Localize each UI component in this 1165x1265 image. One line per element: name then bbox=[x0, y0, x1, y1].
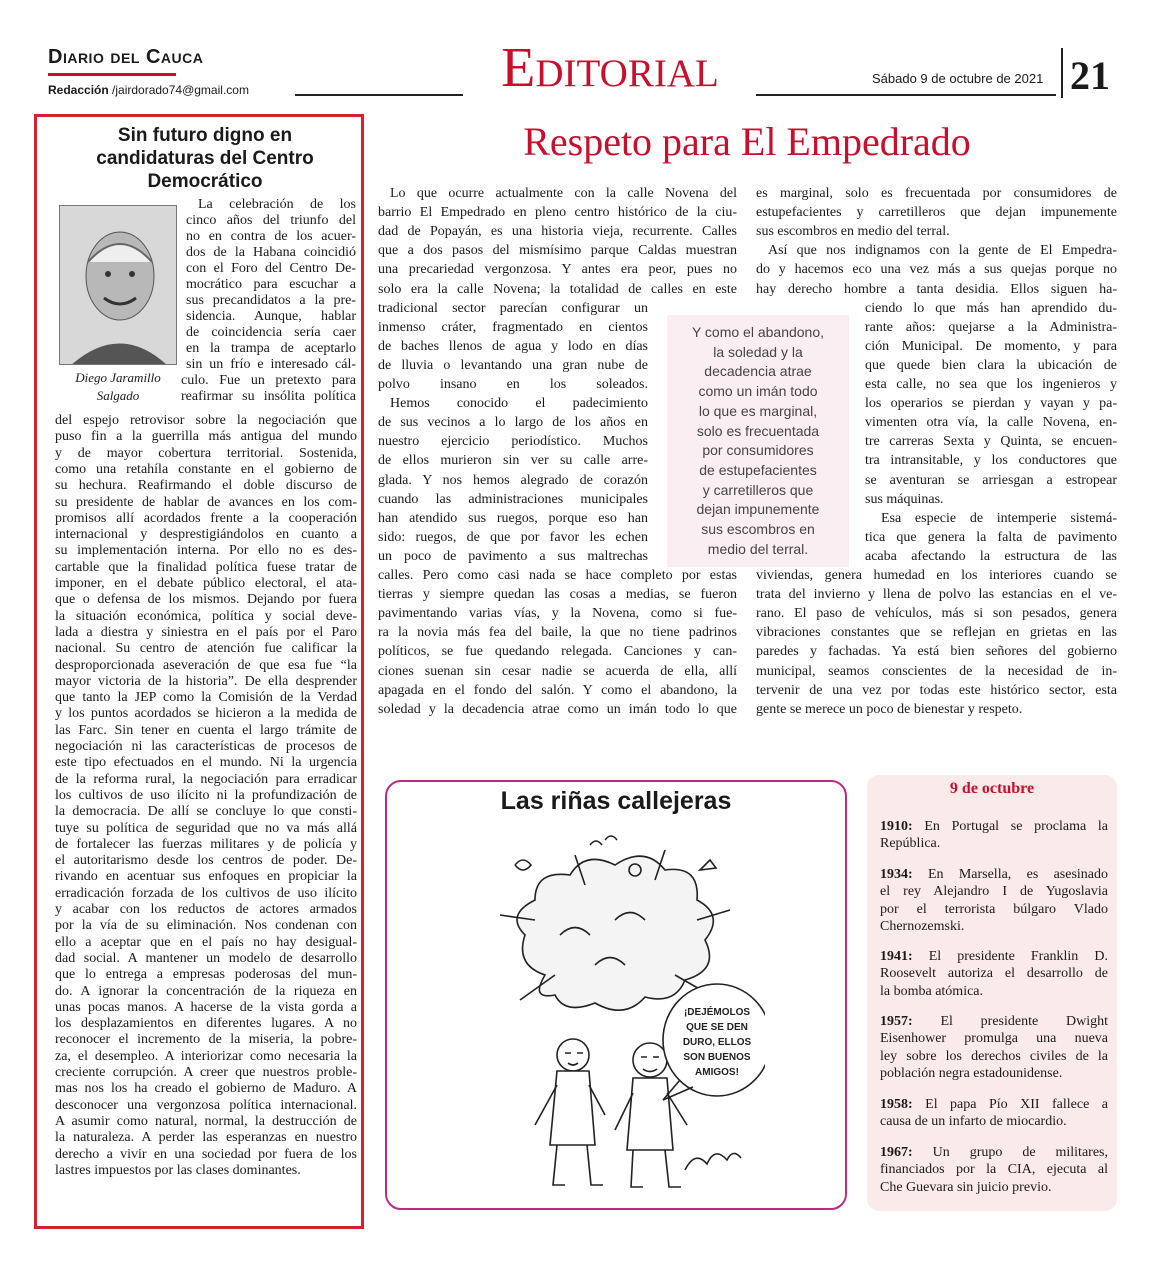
editorial-text-line: municipal, seamos conscientes de la necesidad de in- bbox=[756, 663, 1117, 679]
author-name-line: Salgado bbox=[96, 388, 140, 403]
editorial-text-line: ciendo lo que más han aprendido du- bbox=[865, 300, 1117, 316]
page-number: 21 bbox=[1070, 53, 1110, 98]
column-text-line: do. A ignorar la concentración de la riqueza en bbox=[55, 983, 357, 999]
column-text-line: reconocer el incremento de la miseria, la pobre- bbox=[55, 1032, 357, 1048]
history-entry-line: financiados por la CIA, ejecuta al bbox=[880, 1162, 1108, 1178]
column-text-line: reafirmar su insólita política bbox=[181, 389, 356, 404]
column-text-line: culo. Fue un pretexto para bbox=[181, 373, 356, 388]
column-text-line: unas pocas manos. A hacerse de la vista gorda a bbox=[55, 999, 357, 1015]
column-text-line: internacional y desprestigiándolos en cuanto a bbox=[55, 527, 357, 543]
editorial-text-line: tre carreras Sexta y Quinta, se encuen- bbox=[865, 434, 1117, 450]
column-text-line: mayor victoria de la historia”. De ella desprender bbox=[55, 673, 357, 689]
pull-quote-line: decadencia atrae bbox=[704, 363, 812, 380]
editorial-text-line: tierras y siempre quedan las cosas a medias, se fueron bbox=[378, 587, 737, 603]
editorial-text-line: trata del invierno y llena de polvo las estancias en el ve- bbox=[756, 587, 1117, 603]
editorial-text-line: vimenten otra vía, la calle Novena, en- bbox=[865, 415, 1117, 431]
editorial-text-line: paredes y fachadas. Ya está bien señores del gobierno bbox=[756, 644, 1117, 660]
column-text-line: su presidente de hablar de avances en los com- bbox=[55, 494, 357, 510]
editorial-text-line: Esa especie de intemperie sistemá- bbox=[881, 510, 1117, 526]
editorial-text-line: que quede bien clara la ubicación de bbox=[865, 357, 1117, 373]
editorial-text-line: tradicional sector parecían configurar un bbox=[378, 300, 648, 316]
column-text-line: desconocer una vergonzosa política internacional. bbox=[55, 1097, 357, 1113]
column-text-line: negociación ni las características de procesos de bbox=[55, 739, 357, 754]
column-text-line: y acabar con los reductos de actores armados bbox=[55, 902, 357, 917]
column-text-line: tuye su política de seguridad que no va más allá bbox=[55, 820, 357, 836]
history-year: 1957: bbox=[880, 1014, 913, 1029]
pull-quote-line: por consumidores bbox=[702, 442, 814, 459]
editorial-text-line: Lo que ocurre actualmente con la calle Novena del bbox=[390, 186, 737, 201]
editorial-text-line: soledad y la decadencia atrae como un imán todo lo que bbox=[378, 701, 737, 717]
editorial-text-line: ción Municipal. De momento, y para bbox=[865, 338, 1117, 354]
column-text-line: dad social. A mantener un modelo de desarrollo bbox=[55, 950, 357, 966]
editorial-text-line: sus escombros en medio del terral. bbox=[756, 224, 950, 240]
editorial-text-line: ra la novia más fea del baile, la que no tiene padrinos bbox=[378, 625, 737, 641]
column-text-line: de coincidencia sería caer bbox=[186, 325, 356, 340]
editorial-text-line: inmenso cráter, fragmentado en cientos bbox=[378, 319, 648, 335]
editorial-text-line: apagada en el fondo del salón. Y como el abandono, la bbox=[378, 682, 737, 698]
column-text-line: cinco años del triunfo del bbox=[186, 213, 356, 228]
editorial-text-line: tervenir de una vez por todas este histórico sector, esta bbox=[756, 682, 1117, 698]
editorial-text-line: sido: ruegos, de que por favor les echen bbox=[378, 529, 648, 545]
editorial-text-line: esta calle, no sea que los ingenieros y bbox=[865, 377, 1117, 392]
speech-bubble-line: DURO, ELLOS bbox=[682, 1037, 752, 1048]
history-entry-line: por el terrorista búlgaro Vlado bbox=[880, 901, 1108, 917]
column-text-line: y los puntos acordados se hicieron a la medida de bbox=[55, 706, 357, 722]
editorial-text-line: ciones suenan sin cesar nadie se acuerda de ella, allí bbox=[378, 663, 737, 679]
column-text-line: los desplazamientos en diferentes lugares. A no bbox=[55, 1016, 357, 1032]
column-text-line: el autoritarismo desde los centros de poder. De- bbox=[55, 853, 357, 869]
editorial-text-line: rante años: quejarse a la Administra- bbox=[865, 319, 1117, 335]
editorial-text-line: barrio El Empedrado en pleno centro histórico de la ciu- bbox=[378, 205, 737, 221]
editorial-text-line: de baches llenos de agua y lodo en días bbox=[378, 338, 648, 354]
column-text-line: de fortalecer las fuerzas militares y de policía y bbox=[55, 836, 357, 852]
column-text-line: promisos allí acordados frente a la cooperación bbox=[55, 510, 357, 526]
history-year: 1941: bbox=[880, 949, 913, 964]
header-divider bbox=[1061, 48, 1063, 98]
editorial-text-line: solo era la calle Novena; la totalidad de calles en este bbox=[378, 281, 737, 297]
column-text-line: ello a aceptar que en el país no hay desigual- bbox=[55, 934, 357, 950]
history-entry-line: Che Guevara sin juicio previo. bbox=[880, 1179, 1052, 1195]
column-text-line: derecho a vivir en una sociedad por fuera de los bbox=[55, 1146, 357, 1162]
editorial-text-line: Así que nos indignamos con la gente de El Empedra- bbox=[768, 243, 1117, 259]
column-text-line: las Farc. Sin tener en cuenta el largo trámite de bbox=[55, 722, 357, 738]
editorial-text-line: polvo insano en los soleados. bbox=[378, 377, 648, 392]
history-entry-line: causa de un infarto de miocardio. bbox=[880, 1114, 1067, 1130]
history-entry-line: Roosevelt autoriza el desarrollo de bbox=[880, 966, 1108, 982]
redaccion-label: Redacción bbox=[48, 83, 109, 97]
pull-quote-line: y carretilleros que bbox=[702, 481, 814, 498]
editorial-text-line: nuestro ejercicio periodístico. Muchos bbox=[378, 434, 648, 450]
editorial-text-line: estupefacientes y carretilleros que dejan impunemente bbox=[756, 205, 1117, 221]
column-text-line: con el Foro del Centro De- bbox=[186, 261, 356, 276]
pull-quote-line: de estupefacientes bbox=[699, 461, 817, 478]
redaccion-line bbox=[48, 83, 249, 97]
cartoon-illustration bbox=[465, 825, 765, 1195]
speech-bubble-line: QUE SE DEN bbox=[686, 1022, 748, 1033]
history-entry-line: el rey Alejandro I de Yugoslavia bbox=[880, 884, 1108, 900]
column-text-line: A asumir como natural, normal, la destrucción de bbox=[55, 1113, 357, 1129]
history-entry-line: 1957: El presidente Dwight bbox=[880, 1014, 1108, 1029]
column-text-line: del espejo retrovisor sobre la negociación que bbox=[55, 413, 357, 428]
column-text-line: La celebración de los bbox=[198, 197, 356, 212]
editorial-text-line: hay derecho hombre a tanta desidia. Ellos siguen ha- bbox=[756, 281, 1117, 297]
column-text-line: la situación económica, política y social deve- bbox=[55, 608, 357, 624]
editorial-text-line: sus máquinas. bbox=[865, 491, 944, 507]
column-text-line: sus precandidatos a la pre- bbox=[186, 293, 356, 308]
history-entry-line: 1934: En Marsella, es asesinado bbox=[880, 867, 1108, 882]
pull-quote-line: lo que es marginal, bbox=[698, 402, 818, 419]
history-title: 9 de octubre bbox=[949, 780, 1035, 797]
history-year: 1910: bbox=[880, 819, 913, 834]
column-text-line: la naturaleza. A perder las esperanzas en nuestro bbox=[55, 1130, 357, 1146]
column-text-line: que o defensa de los mismos. Dejando por fuera bbox=[55, 592, 357, 608]
opinion-column-title: Sin futuro digno en candidaturas del Centro Democrático bbox=[96, 125, 314, 192]
column-text-line: rivando en acentuar sus enfoques en propiciar la bbox=[55, 869, 357, 885]
editorial-text-line: un poco de pavimento a sus maltrechas bbox=[378, 548, 648, 564]
column-text-line: este tipo efectuados en el mundo. Ni la urgencia bbox=[55, 755, 357, 771]
editorial-text-line: rano. El paso de vehículos, más si son pesados, genera bbox=[756, 606, 1117, 622]
editorial-text-line: vibraciones constantes que se reflejan en grietas en las bbox=[756, 625, 1117, 641]
editorial-text-line: glada. Y nos hemos alegrado de corazón bbox=[378, 472, 648, 488]
column-text-line: erradicación forzada de los cultivos de uso ilícito bbox=[55, 885, 357, 901]
speech-bubble-line: AMIGOS! bbox=[695, 1067, 739, 1078]
column-text-line: lastres impuestos por las clases dominantes. bbox=[55, 1162, 301, 1178]
history-entry-line: la bomba atómica. bbox=[880, 983, 984, 999]
pull-quote-line: solo es frecuentada bbox=[696, 422, 820, 439]
editorial-text-line: que a dos pasos del mismísimo parque Caldas muestran bbox=[378, 243, 737, 259]
column-text-line: de la reforma rural, la negociación para erradicar bbox=[55, 771, 357, 787]
section-title: Editorial bbox=[501, 37, 719, 99]
column-text-line: imponer, en el debate público electoral, el ata- bbox=[55, 576, 357, 591]
column-text-line: sin un frío e interesado cál- bbox=[186, 357, 356, 372]
editorial-text-line: do y hacemos eco una vez más a sus quejas porque no bbox=[756, 262, 1117, 278]
editorial-text-line: Hemos conocido el padecimiento bbox=[390, 396, 648, 412]
history-entry-line: 1941: El presidente Franklin D. bbox=[880, 949, 1108, 964]
column-text-line: que lo entrega a empresas poderosas del mun- bbox=[55, 967, 357, 983]
column-text-line: como una retahíla constante en el gobierno de bbox=[55, 461, 357, 477]
editorial-text-line: pavimentando varias vías, y la Novena, como si fue- bbox=[378, 606, 737, 622]
cartoon-title: Las riñas callejeras bbox=[500, 787, 732, 815]
column-text-line: no en contra de los acuer- bbox=[186, 229, 356, 244]
issue-date: Sábado 9 de octubre de 2021 bbox=[872, 71, 1044, 86]
editorial-text-line: una precariedad vergonzosa. Y antes era peor, pues no bbox=[378, 262, 737, 278]
editorial-text-line: los operarios se pierdan y vayan y pa- bbox=[865, 396, 1117, 412]
author-photo bbox=[59, 205, 177, 365]
editorial-text-line: tica que genera la falta de pavimento bbox=[865, 529, 1117, 545]
history-year: 1958: bbox=[880, 1097, 913, 1112]
column-text-line: mas nos los ha creado el gobierno de Maduro. A bbox=[55, 1081, 357, 1097]
history-entry-line: ley sobre los derechos civiles de la bbox=[880, 1048, 1108, 1064]
pull-quote-line: Y como el abandono, bbox=[691, 324, 825, 340]
redaccion-email: /jairdorado74@gmail.com bbox=[112, 83, 249, 97]
column-text-line: que tanto la JEP como la Comisión de la Verdad bbox=[55, 690, 357, 706]
editorial-text-line: tra intransitable, y los conductores que bbox=[865, 453, 1117, 469]
newspaper-name: Diario del Cauca bbox=[48, 46, 204, 68]
editorial-text-line: se aventuran se arriesgan a estropear bbox=[865, 472, 1117, 488]
column-text-line: nacional. Su centro de atención fue calificar la bbox=[55, 641, 357, 657]
editorial-text-line: de ellos murieron sin ver su calle arre- bbox=[378, 453, 648, 469]
editorial-text-line: de sus vecinos a lo largo de los años en bbox=[378, 415, 648, 431]
column-text-line: su hechura. Reafirmando el doble discurso de bbox=[55, 478, 357, 494]
history-entry-line: Eisenhower promulga una nueva bbox=[880, 1031, 1108, 1047]
column-text-line: desproporcionada aseveración de que esa fue “la bbox=[55, 657, 357, 673]
masthead-accent-rule bbox=[48, 73, 176, 76]
speech-bubble-line: SON BUENOS bbox=[683, 1052, 751, 1063]
editorial-text-line: cuando las administraciones municipales bbox=[378, 491, 648, 507]
history-entry-line: Chernozemski. bbox=[880, 918, 965, 934]
history-entry-line: 1967: Un grupo de militares, bbox=[880, 1145, 1108, 1160]
author-name-line: Diego Jaramillo bbox=[75, 370, 161, 385]
column-text-line: la democracia. De allí se concluye lo que consti- bbox=[55, 804, 357, 820]
column-text-line: los cultivos de uso ilícito ni la profundización de bbox=[55, 787, 357, 803]
pull-quote-line: sus escombros en bbox=[701, 521, 815, 537]
header-rule-left bbox=[295, 94, 463, 96]
history-year: 1967: bbox=[880, 1145, 913, 1160]
column-text-line: su implementación interna. Por ello no es des- bbox=[55, 543, 357, 559]
editorial-text-line: es marginal, solo es frecuentada por consumidores de bbox=[756, 186, 1117, 201]
column-text-line: lada a diestra y siniestra en el país por el Paro bbox=[55, 624, 357, 640]
column-text-line: puso fin a la guerrilla más antigua del mundo bbox=[55, 429, 357, 445]
column-text-line: creciente corrupción. A creer que nuestros proble- bbox=[55, 1065, 357, 1080]
history-year: 1934: bbox=[880, 867, 913, 882]
editorial-text-line: de lluvia o levantando una gran nube de bbox=[378, 357, 648, 373]
history-entry-line: República. bbox=[880, 836, 941, 852]
pull-quote-line: medio del terral. bbox=[707, 540, 809, 557]
editorial-text-line: calles. Pero como casi nada se hace completo por estas bbox=[378, 568, 737, 583]
history-entry-line: población negra estadounidense. bbox=[880, 1065, 1063, 1081]
pull-quote-line: la soledad y la bbox=[713, 343, 803, 360]
history-entry-line: 1910: En Portugal se proclama la bbox=[880, 819, 1108, 834]
editorial-headline: Respeto para El Empedrado bbox=[523, 119, 971, 164]
editorial-text-line: gente se merece un poco de bienestar y respeto. bbox=[756, 701, 1023, 717]
column-text-line: mocrático para escuchar a bbox=[186, 277, 356, 292]
pull-quote-line: dejan impunemente bbox=[696, 501, 820, 518]
column-text-line: por la vía de su eliminación. Nos condenan con bbox=[55, 918, 357, 934]
editorial-text-line: dad de Popayán, es una historia vieja, recurrente. Calles bbox=[378, 224, 737, 240]
editorial-text-line: han atendido sus ruegos, porque eso han bbox=[378, 510, 648, 526]
author-name bbox=[59, 369, 177, 405]
editorial-text-line: políticos, se fue quedando relegada. Canciones y can- bbox=[378, 644, 737, 660]
speech-bubble-line: ¡DEJÉMOLOS bbox=[683, 1007, 751, 1018]
column-text-line: en la trampa de aceptarlo bbox=[186, 341, 356, 356]
header-rule-right bbox=[756, 94, 1056, 96]
column-text-line: cartable que la finalidad política fuese tratar de bbox=[55, 559, 357, 575]
column-text-line: sidencia. Aunque, hablar bbox=[186, 309, 356, 324]
column-text-line: dos de la Habana coincidió bbox=[186, 245, 356, 260]
history-entry-line: 1958: El papa Pío XII fallece a bbox=[880, 1097, 1108, 1112]
author-portrait-drawing bbox=[60, 206, 177, 365]
editorial-text-line: viviendas, genera humedad en los interiores cuando se bbox=[756, 568, 1117, 583]
column-text-line: y de mayor cobertura territorial. Sostenida, bbox=[55, 445, 357, 461]
column-text-line: za, el desempleo. A interiorizar como necesaria la bbox=[55, 1048, 357, 1064]
pull-quote-line: como un imán todo bbox=[698, 383, 818, 400]
editorial-text-line: acaba afectando la estructura de las bbox=[865, 548, 1117, 564]
